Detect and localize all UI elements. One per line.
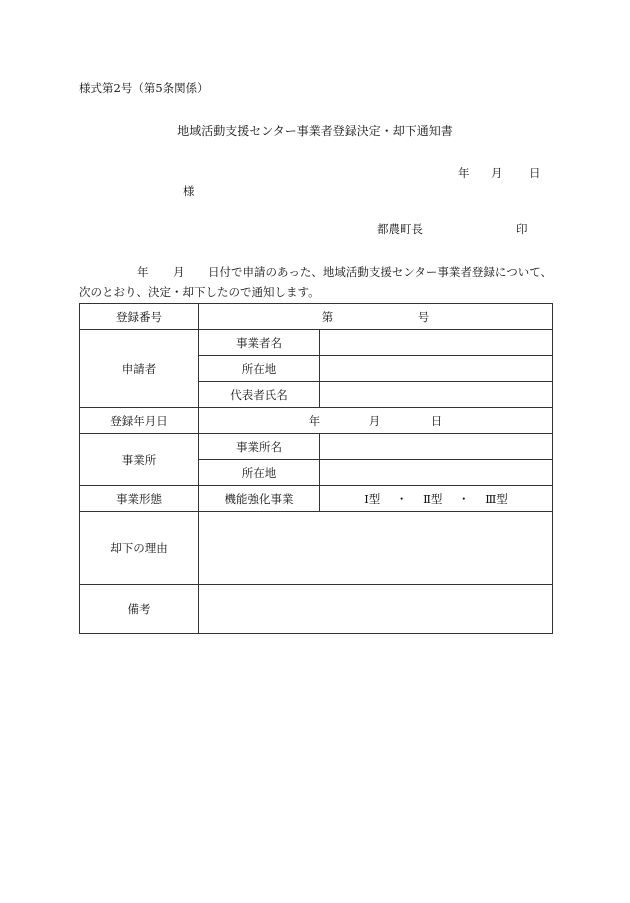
table-row — [80, 585, 553, 634]
type-options — [320, 486, 553, 512]
body-line1-rest: 日付で申請のあった、地域活動支援センター事業者登録について、 — [208, 265, 552, 279]
office-name-field[interactable] — [320, 434, 553, 460]
type-3-option[interactable]: Ⅲ型 — [485, 491, 508, 506]
applicant-name-label: 事業者名 — [199, 330, 320, 356]
document-title: 地域活動支援センター事業者登録決定・却下通知書 — [177, 124, 453, 138]
type-separator: ・ — [458, 491, 470, 506]
business-type-label: 事業形態 — [80, 486, 199, 512]
reg-date-day: 日 — [430, 413, 443, 428]
type-separator: ・ — [395, 491, 408, 506]
date-month: 月 — [491, 166, 503, 180]
remarks-field[interactable] — [199, 585, 553, 634]
body-line-1 — [79, 262, 559, 282]
table-row — [80, 512, 553, 585]
table-row — [80, 330, 553, 356]
reg-date-label: 登録年月日 — [80, 408, 199, 434]
function-label: 機能強化事業 — [199, 486, 320, 512]
representative-label: 代表者氏名 — [199, 382, 320, 408]
reject-reason-field[interactable] — [199, 512, 553, 585]
table-row — [80, 304, 553, 330]
office-name-label: 事業所名 — [199, 434, 320, 460]
office-address-field[interactable] — [320, 460, 553, 486]
applicant-address-label: 所在地 — [199, 356, 320, 382]
reg-number-label: 登録番号 — [80, 304, 199, 330]
date-day: 日 — [529, 166, 541, 180]
office-address-label: 所在地 — [199, 460, 320, 486]
reg-date-value — [199, 408, 553, 434]
seal-mark: 印 — [516, 222, 528, 236]
applicant-name-field[interactable] — [320, 330, 553, 356]
reg-number-suffix: 号 — [417, 309, 430, 324]
reg-number-prefix: 第 — [321, 309, 334, 324]
applicant-address-field[interactable] — [320, 356, 553, 382]
office-label: 事業所 — [80, 434, 199, 486]
date-year: 年 — [458, 166, 470, 180]
type-2-option[interactable]: Ⅱ型 — [423, 491, 443, 506]
table-row — [80, 486, 553, 512]
type-1-option[interactable]: Ⅰ型 — [364, 491, 381, 506]
remarks-label: 備考 — [80, 585, 199, 634]
representative-field[interactable] — [320, 382, 553, 408]
issuer-name: 都農町長 — [377, 222, 423, 236]
form-number: 様式第2号（第5条関係） — [79, 81, 209, 95]
registration-table — [79, 303, 553, 634]
body-year: 年 — [137, 265, 149, 279]
notice-date — [458, 165, 541, 181]
addressee-suffix: 様 — [183, 184, 195, 198]
notice-body — [79, 262, 559, 302]
table-row — [80, 434, 553, 460]
table-row — [80, 408, 553, 434]
applicant-label: 申請者 — [80, 330, 199, 408]
reg-date-month: 月 — [368, 413, 381, 428]
reg-date-year: 年 — [308, 413, 321, 428]
reg-number-value — [199, 304, 553, 330]
reject-reason-label: 却下の理由 — [80, 512, 199, 585]
body-line-2: 次のとおり、決定・却下したので通知します。 — [79, 285, 320, 299]
body-month: 月 — [173, 265, 185, 279]
